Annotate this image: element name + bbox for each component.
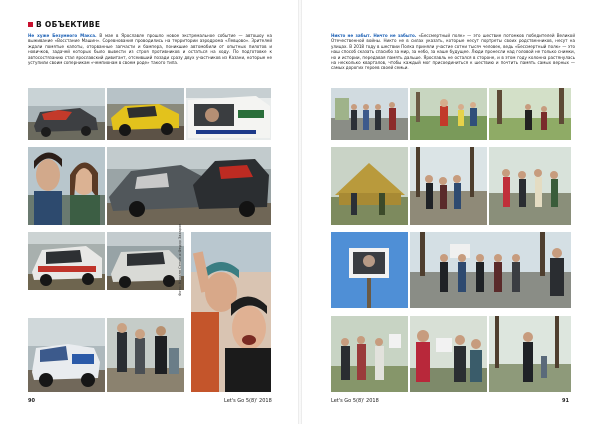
section-marker-icon: [28, 22, 33, 27]
photo-family-portraits: [410, 316, 487, 392]
photo-walker-alone: [489, 316, 571, 392]
photo-veterans-portraits: [331, 316, 408, 392]
photo-portrait-banner: [331, 232, 408, 308]
photo-spectators-girls: [28, 147, 105, 225]
photo-wrecked-car-2: [28, 232, 105, 290]
left-article-lead: Не хуже Безумного Макса.: [28, 33, 97, 38]
photo-credit: Фото: Кирилл Сенин и Федор Захаров: [178, 223, 182, 296]
photo-yellow-car: [107, 88, 184, 140]
right-article-lead: Никто не забыт. Ничто не забыто.: [331, 33, 417, 38]
photo-car-driver-window: [186, 88, 271, 140]
photo-cheering-man: [191, 232, 271, 392]
photo-white-car: [107, 232, 184, 290]
right-folio-issue: Let's Go 5(8)' 2018: [331, 398, 379, 404]
page-gutter: [298, 0, 302, 424]
left-article-body: В мае в Ярославле прошло новое экстремальное событие — автошоу на выживание «Восстание Машин». Соревнования проводились на территории аэродрома «Левцово». Зрителей ждали помятые капоты, оторванные запчасти и бампера, поникшие автомобили от опытных пилотов и новичков, задачей которых было вывести из строя противников и остаться на ходу. По подготовке к автосостязанию стал ярославский дивитант, отсеивший позади сразу двух участников из Казани, которые не уступили своим соперникам «чемпионам в своем роде» такого типа.: [28, 33, 272, 66]
right-folio-number: 91: [562, 398, 569, 404]
photo-rally-car-jeep: [28, 318, 105, 392]
left-folio-issue: Let's Go 5(8)' 2018: [224, 398, 272, 404]
photo-march-street: [331, 88, 408, 140]
left-article-text: [28, 33, 272, 65]
photo-march-column: [410, 232, 571, 308]
left-folio-number: 90: [28, 398, 35, 404]
photo-spectators-crowd: [107, 318, 184, 392]
photo-parade-walkers: [489, 147, 571, 225]
section-title-text: В ОБЪЕКТИВЕ: [36, 20, 101, 29]
photo-wrecked-car-1: [28, 88, 105, 140]
photo-park-walkers: [489, 88, 571, 140]
right-article-body: «Бессмертный полк» — это шествие потомков победителей Великой Отечественной войны. Никто не в силах указать, которые несут портреты своих родственников, несут на улицах. В 2018 году в шествии Полка приняли участие сотни тысяч человек, ведь «Бессмертный полк» — это наш способ сказать спасибо за мир, за небо, за наше будущее. Люди пронесли над головой не только снимки, но и истории, передавая память дальше. Ярославль не остался в стороне, и в этом году колонна растянулась на несколько кварталов, чтобы каждый мог присоединиться к шествию и почтить память самых верных — самых дорогих героев своей семьи.: [331, 33, 575, 71]
section-title: [28, 20, 100, 29]
photo-smashed-car-crash: [107, 147, 271, 225]
photo-crowd-trees: [410, 147, 487, 225]
photo-children-park: [410, 88, 487, 140]
photo-tent-event: [331, 147, 408, 225]
right-article-text: [331, 33, 575, 71]
